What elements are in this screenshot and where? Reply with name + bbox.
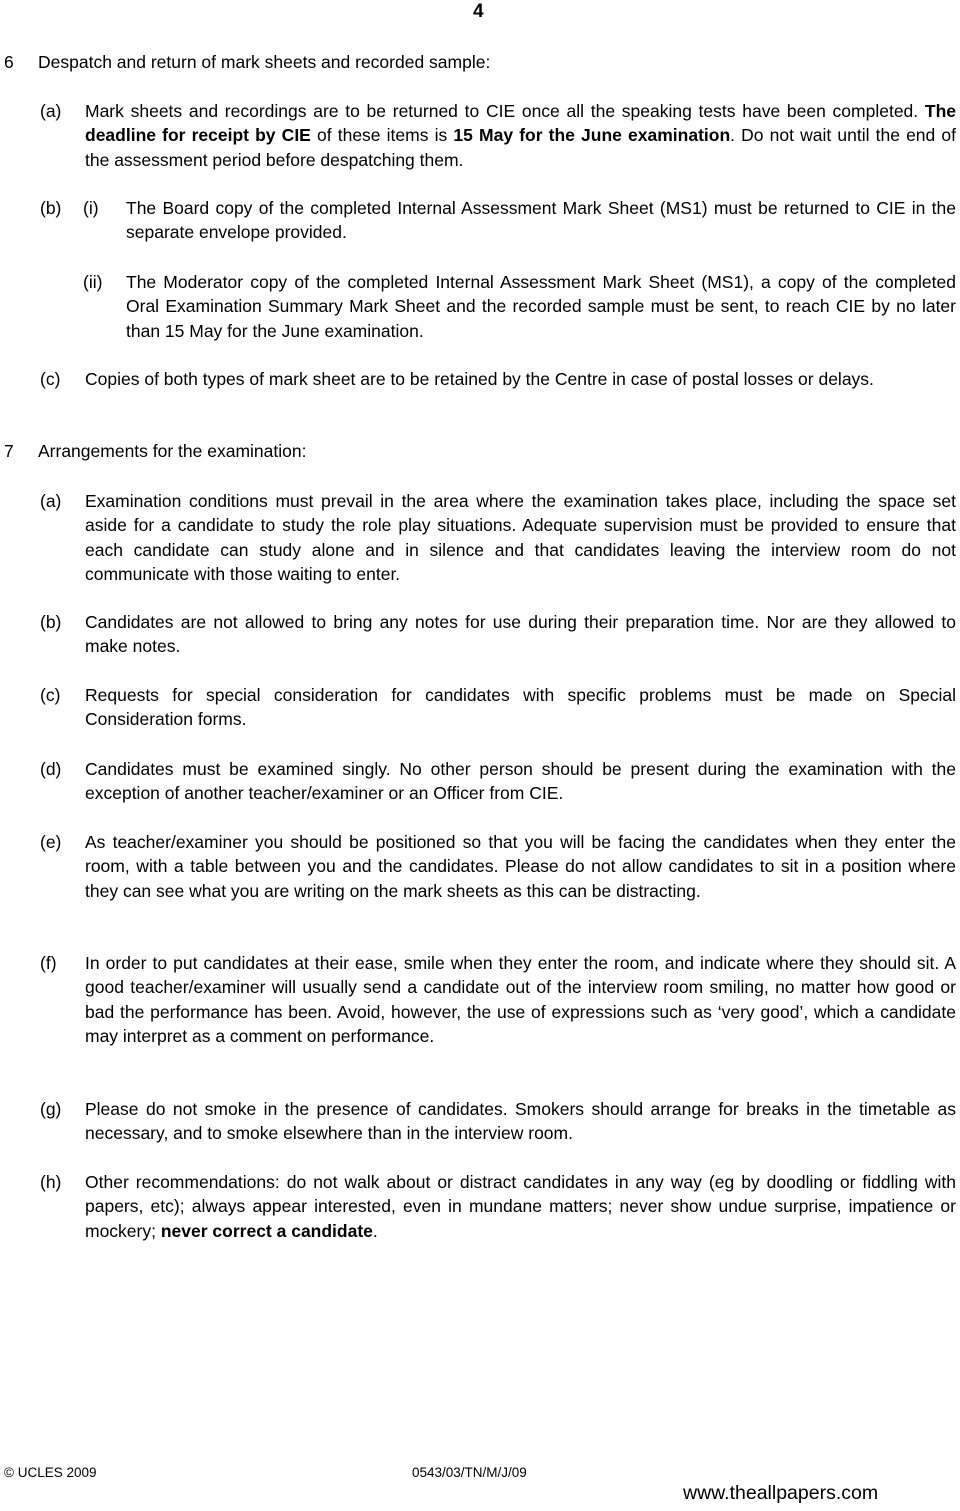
item-6b-label: (b) [40,198,62,218]
item-7g-text: Please do not smoke in the presence of candidates. Smokers should arrange for breaks in the timetable as necessary, and to smoke elsewhere than in the interview room. [85,1099,956,1144]
item-7d-text: Candidates must be examined singly. No other person should be present during the examination with the exception of another teacher/examiner or an Officer from CIE. [85,759,956,804]
never-correct-bold-text: never correct a candidate [160,1220,373,1241]
item-7a-label: (a) [40,491,62,511]
item-6c-label: (c) [40,369,61,389]
item-7g-label: (g) [40,1099,62,1119]
item-7c-label: (c) [40,685,61,705]
item-7h-text: Other recommendations: do not walk about or distract candidates in any way (eg by doodling or fiddling with papers, etc); always appear interested, even in mundane matters; never show undue surprise, impatience or mockery; never correct a candidate. [85,1172,956,1241]
item-7f-text: In order to put candidates at their ease, smile when they enter the room, and indicate where they should sit. A good teacher/examiner will usually send a candidate out of the interview room smiling, no matter how good or bad the performance has been. Avoid, however, the use of expressions such as ‘very good’, which a candidate may interpret as a comment on performance. [85,953,956,1047]
section-7-number: 7 [4,441,14,461]
item-6a-text: Mark sheets and recordings are to be returned to CIE once all the speaking tests have been completed. The deadline for receipt by CIE of these items is 15 May for the June examination. Do not wait until the end of the assessment period before despatching them. [85,101,957,170]
item-6b-ii-text: The Moderator copy of the completed Internal Assessment Mark Sheet (MS1), a copy of the completed Oral Examination Summary Mark Sheet and the recorded sample must be sent, to reach CIE by no later than 15 May for the June examination. [126,272,956,341]
section-6-title: Despatch and return of mark sheets and recorded sample: [38,52,491,72]
item-6b-i-text: The Board copy of the completed Internal Assessment Mark Sheet (MS1) must be returned to CIE in the separate envelope provided. [126,198,956,243]
item-6b-i-label: (i) [83,198,99,218]
item-7a-text: Examination conditions must prevail in the area where the examination takes place, including the space set aside for a candidate to study the role play situations. Adequate supervision must be provided to ensure that each candidate can study alone and in silence and that candidates leaving the interview room do not communicate with those waiting to enter. [85,491,956,585]
watermark-website-link[interactable]: www.theallpapers.com [683,1482,879,1504]
item-7f-label: (f) [40,953,57,973]
item-7c-text: Requests for special consideration for candidates with specific problems must be made on Special Consideration forms. [85,685,956,730]
item-6a-label: (a) [40,101,62,121]
footer-copyright: © UCLES 2009 [4,1465,97,1480]
item-6c-text: Copies of both types of mark sheet are to be retained by the Centre in case of postal losses or delays. [85,369,874,389]
item-7b-label: (b) [40,612,62,632]
section-7-title: Arrangements for the examination: [38,441,307,461]
item-7e-text: As teacher/examiner you should be positioned so that you will be facing the candidates when they enter the room, with a table between you and the candidates. Please do not allow candidates to sit in a position where they can see what you are writing on the mark sheets as this can be distracting. [85,832,956,901]
deadline-date-bold-text: 15 May for the June examination [453,125,731,146]
footer-document-code: 0543/03/TN/M/J/09 [412,1465,527,1480]
item-7d-label: (d) [40,759,62,779]
deadline-bold-text: The deadline for receipt by CIE [85,101,956,146]
item-7h-label: (h) [40,1172,62,1192]
item-7e-label: (e) [40,832,62,852]
item-7b-text: Candidates are not allowed to bring any notes for use during their preparation time. Nor are they allowed to make notes. [85,612,956,657]
section-6-number: 6 [4,52,14,72]
page-number: 4 [473,1,484,22]
item-6b-ii-label: (ii) [83,272,103,292]
